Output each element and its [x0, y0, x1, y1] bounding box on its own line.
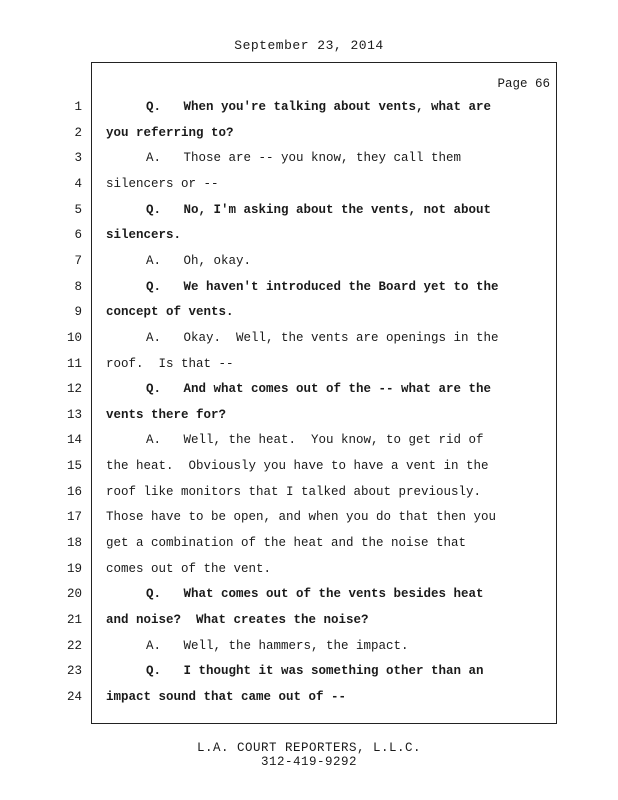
transcript-line: A. Okay. Well, the vents are openings in the: [146, 330, 499, 345]
line-number: 5: [74, 202, 82, 217]
transcript-line: impact sound that came out of --: [106, 689, 347, 704]
line-number: 2: [74, 125, 82, 140]
line-number: 19: [66, 561, 82, 576]
footer-phone: 312-419-9292: [260, 755, 357, 769]
transcript-line: roof like monitors that I talked about previously.: [106, 484, 482, 499]
transcript-line: silencers or --: [106, 176, 219, 191]
line-number: 14: [66, 433, 82, 448]
line-number: 4: [74, 176, 82, 191]
transcript-line: roof. Is that --: [106, 356, 234, 371]
line-number: 12: [66, 382, 82, 397]
transcript-line: Q. No, I'm asking about the vents, not about: [146, 202, 492, 217]
line-number: 24: [66, 689, 82, 704]
transcript-line: Q. When you're talking about vents, what are: [146, 100, 492, 114]
page-number: Page 66: [497, 77, 550, 91]
line-number: 8: [74, 279, 82, 294]
line-number: 22: [66, 638, 82, 653]
transcript-line: A. Well, the heat. You know, to get rid of: [146, 433, 484, 448]
header-date: September 23, 2014: [234, 38, 384, 53]
line-number: 15: [66, 459, 82, 474]
transcript-line: comes out of the vent.: [106, 561, 272, 576]
transcript-line: Those have to be open, and when you do that then you: [106, 510, 497, 525]
transcript-line: Q. We haven't introduced the Board yet to the: [146, 279, 499, 294]
transcript-line: vents there for?: [106, 407, 227, 422]
line-number: 23: [66, 664, 82, 679]
transcript-line: you referring to?: [106, 125, 234, 140]
line-number: 6: [74, 228, 82, 243]
transcript-line: get a combination of the heat and the noise that: [106, 536, 467, 551]
line-number: 1: [74, 100, 82, 114]
line-number: 9: [74, 305, 82, 320]
transcript-line: A. Those are -- you know, they call them: [146, 151, 462, 166]
transcript-line: Q. What comes out of the vents besides heat: [146, 587, 484, 602]
line-number: 16: [66, 484, 82, 499]
transcript-line: Q. And what comes out of the -- what are the: [146, 382, 492, 397]
transcript-line: silencers.: [106, 228, 182, 243]
line-number: 20: [66, 587, 82, 602]
line-number: 21: [66, 613, 82, 627]
transcript-line: concept of vents.: [106, 305, 234, 320]
line-number: 7: [74, 253, 82, 268]
line-number: 3: [74, 151, 82, 166]
transcript-line: A. Oh, okay.: [146, 253, 252, 268]
transcript-line: the heat. Obviously you have to have a vent in the: [106, 459, 489, 474]
line-number: 17: [66, 510, 82, 525]
transcript-line: A. Well, the hammers, the impact.: [146, 638, 409, 653]
transcript-line: Q. I thought it was something other than an: [146, 664, 484, 679]
line-number: 10: [66, 330, 82, 345]
line-number: 18: [66, 536, 82, 551]
transcript-line: and noise? What creates the noise?: [106, 613, 369, 627]
footer-company: L.A. COURT REPORTERS, L.L.C.: [196, 741, 422, 755]
line-number: 13: [66, 407, 82, 422]
line-number: 11: [66, 356, 82, 371]
